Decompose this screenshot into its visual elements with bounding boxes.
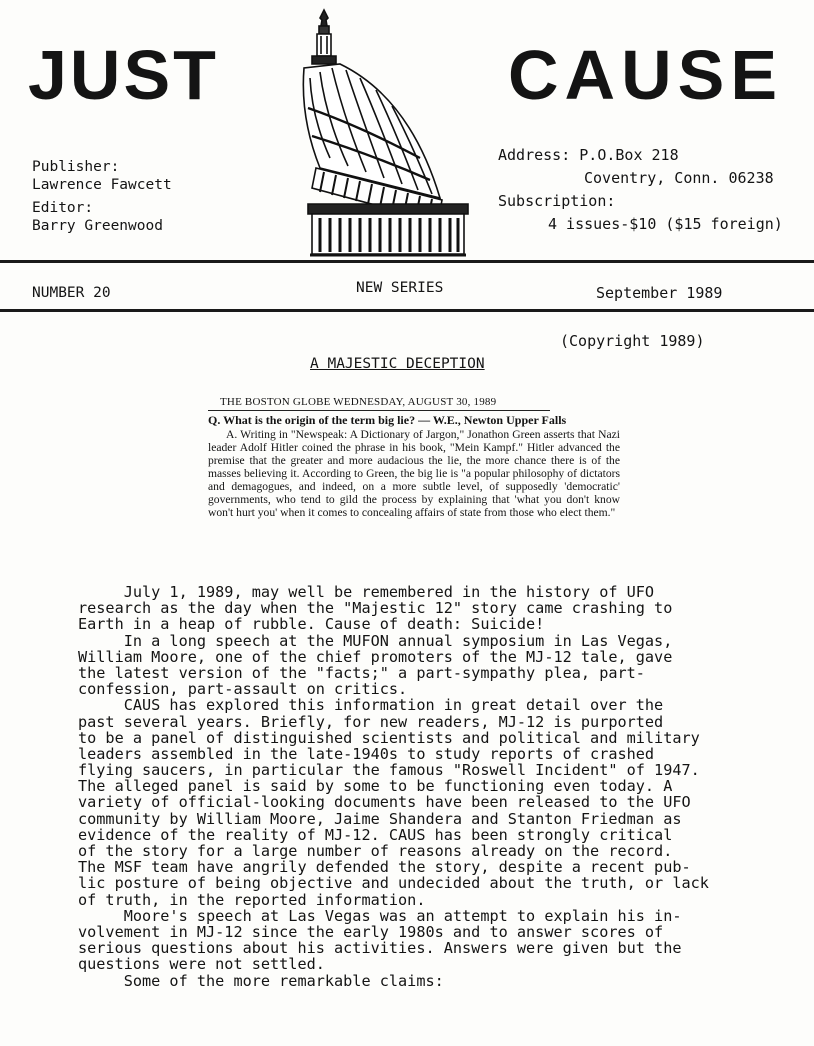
body-line: past several years. Briefly, for new readers, MJ-12 is purported [78,712,664,731]
clipping-question: Q. What is the origin of the term big lie? — W.E., Newton Upper Falls [208,413,567,427]
body-line: leaders assembled in the late-1940s to study reports of crashed [78,744,655,763]
body-line: flying saucers, in particular the famous "Roswell Incident" of 1947. [78,761,700,780]
body-line: to be a panel of distinguished scientists and political and military [78,728,700,747]
editor-label: Editor: [32,200,94,216]
body-line: research as the day when the "Majestic 12" story came crashing to [78,599,673,618]
issue-date: September 1989 [596,284,723,302]
body-line: the latest version of the "facts;" a part-sympathy plea, part- [78,663,645,682]
body-line: In a long speech at the MUFON annual symposium in Las Vegas, [78,631,673,650]
clipping-header: THE BOSTON GLOBE WEDNESDAY, AUGUST 30, 1989 [208,396,550,411]
issue-number: NUMBER 20 [32,285,111,301]
capitol-dome-illustration [290,8,500,260]
editor-name: Barry Greenwood [32,218,163,234]
address-line-1: Address: P.O.Box 218 [498,146,679,164]
body-line: Earth in a heap of rubble. Cause of death: Suicide! [78,615,545,634]
body-line: Moore's speech at Las Vegas was an attempt to explain his in- [78,906,682,925]
article-title: A MAJESTIC DECEPTION [310,356,485,372]
masthead-title-cause: CAUSE [508,36,784,114]
address-line-2: Coventry, Conn. 06238 [584,169,774,187]
bottom-rule [0,309,814,312]
body-line: William Moore, one of the chief promoters of the MJ-12 tale, gave [78,647,673,666]
body-line: CAUS has explored this information in great detail over the [78,696,664,715]
newspaper-clipping [208,396,620,519]
copyright-notice: (Copyright 1989) [560,332,705,350]
subscription-rate: 4 issues-$10 ($15 foreign) [548,215,783,233]
subscription-label: Subscription: [498,192,616,210]
body-line: variety of official-looking documents have been released to the UFO [78,793,691,812]
body-line: confession, part-assault on critics. [78,680,408,699]
body-line: serious questions about his activities. Answers were given but the [78,939,682,958]
body-line: Some of the more remarkable claims: [78,971,444,990]
body-line: lic posture of being objective and undecided about the truth, or lack [78,874,709,893]
top-rule [0,260,814,263]
body-line: The MSF team have angrily defended the story, despite a recent pub- [78,858,691,877]
body-line: questions were not settled. [78,955,325,974]
body-line: July 1, 1989, may well be remembered in the history of UFO [78,583,655,601]
publisher-name: Lawrence Fawcett [32,177,172,193]
masthead-title-just: JUST [28,36,219,114]
body-line: volvement in MJ-12 since the early 1980s and to answer scores of [78,922,664,941]
publisher-label: Publisher: [32,159,120,175]
body-line: community by William Moore, Jaime Shandera and Stanton Friedman as [78,809,682,828]
body-line: of the story for a large number of reasons already on the record. [78,842,673,860]
body-line: The alleged panel is said by some to be functioning even today. A [78,777,673,796]
series-label: NEW SERIES [356,280,444,296]
body-line: of truth, in the reported information. [78,890,426,909]
article-body [78,584,798,989]
body-line: evidence of the reality of MJ-12. CAUS has been strongly critical [78,825,673,844]
clipping-answer: A. Writing in "Newspeak: A Dictionary of Jargon," Jonathon Green asserts that Nazi leader Adolf Hitler coined the phrase in his book, "Mein Kampf." Hitler advanced the premise that the greater and more audacious the lie, the more chance there is of the masses believing it. According to Green, the big lie is "a popular philosophy of dictators and demagogues, and indeed, on a more subtle level, of supposedly 'democratic' governments, who tend to gild the process by explaining that 'what you don't know won't hurt you' when it comes to concealing affairs of state from those who elect them." [208,428,620,519]
